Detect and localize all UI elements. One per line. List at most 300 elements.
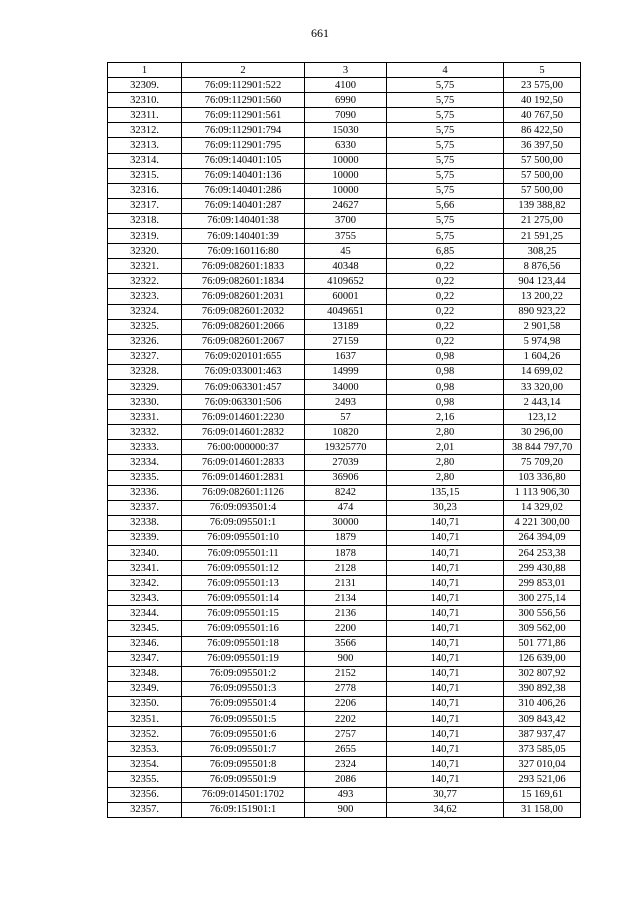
area-cell: 900 [305,651,387,666]
total-value-cell: 390 892,38 [504,681,581,696]
table-row [108,606,581,621]
row-index-cell: 32345. [108,621,182,636]
table-row [108,153,581,168]
row-index-cell: 32347. [108,651,182,666]
total-value-cell: 139 388,82 [504,198,581,213]
cadastral-number-cell: 76:09:014601:2230 [182,410,305,425]
table-row [108,349,581,364]
cadastral-number-cell: 76:09:095501:10 [182,530,305,545]
cadastral-number-cell: 76:09:095501:4 [182,696,305,711]
cadastral-number-cell: 76:09:082601:1126 [182,485,305,500]
row-index-cell: 32334. [108,455,182,470]
row-index-cell: 32318. [108,213,182,228]
rate-cell: 140,71 [387,666,504,681]
total-value-cell: 57 500,00 [504,153,581,168]
area-cell: 10000 [305,183,387,198]
rate-cell: 0,22 [387,319,504,334]
row-index-cell: 32351. [108,712,182,727]
row-index-cell: 32349. [108,681,182,696]
total-value-cell: 299 430,88 [504,561,581,576]
total-value-cell: 264 394,09 [504,530,581,545]
row-index-cell: 32333. [108,440,182,455]
rate-cell: 2,80 [387,425,504,440]
rate-cell: 2,80 [387,470,504,485]
row-index-cell: 32343. [108,591,182,606]
area-cell: 27159 [305,334,387,349]
table-row [108,500,581,515]
rate-cell: 5,75 [387,183,504,198]
rate-cell: 34,62 [387,802,504,817]
total-value-cell: 1 113 906,30 [504,485,581,500]
rate-cell: 140,71 [387,636,504,651]
area-cell: 60001 [305,289,387,304]
area-cell: 2131 [305,576,387,591]
table-row [108,787,581,802]
table-row [108,591,581,606]
total-value-cell: 31 158,00 [504,802,581,817]
rate-cell: 5,75 [387,123,504,138]
row-index-cell: 32340. [108,546,182,561]
total-value-cell: 75 709,20 [504,455,581,470]
table-row [108,681,581,696]
row-index-cell: 32314. [108,153,182,168]
table-row [108,410,581,425]
rate-cell: 140,71 [387,515,504,530]
total-value-cell: 293 521,06 [504,772,581,787]
cadastral-number-cell: 76:09:014601:2831 [182,470,305,485]
area-cell: 15030 [305,123,387,138]
cadastral-number-cell: 76:09:112901:522 [182,78,305,93]
rate-cell: 30,23 [387,500,504,515]
row-index-cell: 32329. [108,379,182,394]
cadastral-number-cell: 76:09:082601:2032 [182,304,305,319]
table-row [108,364,581,379]
table-row [108,198,581,213]
area-cell: 10820 [305,425,387,440]
total-value-cell: 890 923,22 [504,304,581,319]
table-row [108,319,581,334]
area-cell: 2086 [305,772,387,787]
total-value-cell: 30 296,00 [504,425,581,440]
row-index-cell: 32355. [108,772,182,787]
area-cell: 3566 [305,636,387,651]
table-row [108,259,581,274]
table-row [108,274,581,289]
table-row [108,425,581,440]
rate-cell: 140,71 [387,712,504,727]
area-cell: 24627 [305,198,387,213]
cadastral-number-cell: 76:09:112901:795 [182,138,305,153]
area-cell: 4049651 [305,304,387,319]
row-index-cell: 32309. [108,78,182,93]
area-cell: 13189 [305,319,387,334]
area-cell: 493 [305,787,387,802]
rate-cell: 140,71 [387,651,504,666]
row-index-cell: 32324. [108,304,182,319]
row-index-cell: 32319. [108,229,182,244]
rate-cell: 0,22 [387,289,504,304]
area-cell: 3700 [305,213,387,228]
row-index-cell: 32337. [108,500,182,515]
rate-cell: 140,71 [387,606,504,621]
rate-cell: 5,75 [387,153,504,168]
cadastral-number-cell: 76:09:082601:1834 [182,274,305,289]
rate-cell: 140,71 [387,621,504,636]
row-index-cell: 32328. [108,364,182,379]
table-row [108,93,581,108]
table-row [108,289,581,304]
rate-cell: 5,75 [387,108,504,123]
row-index-cell: 32344. [108,606,182,621]
rate-cell: 30,77 [387,787,504,802]
table-row [108,742,581,757]
total-value-cell: 23 575,00 [504,78,581,93]
cadastral-number-cell: 76:00:000000:37 [182,440,305,455]
area-cell: 10000 [305,153,387,168]
row-index-cell: 32311. [108,108,182,123]
rate-cell: 0,22 [387,274,504,289]
row-index-cell: 32352. [108,727,182,742]
cadastral-number-cell: 76:09:095501:13 [182,576,305,591]
row-index-cell: 32348. [108,666,182,681]
area-cell: 1637 [305,349,387,364]
rate-cell: 0,98 [387,364,504,379]
cadastral-number-cell: 76:09:140401:287 [182,198,305,213]
total-value-cell: 14 699,02 [504,364,581,379]
area-cell: 2493 [305,395,387,410]
total-value-cell: 309 562,00 [504,621,581,636]
total-value-cell: 904 123,44 [504,274,581,289]
total-value-cell: 327 010,04 [504,757,581,772]
cadastral-number-cell: 76:09:095501:11 [182,546,305,561]
area-cell: 8242 [305,485,387,500]
cadastral-number-cell: 76:09:063301:457 [182,379,305,394]
row-index-cell: 32330. [108,395,182,410]
cadastral-number-cell: 76:09:112901:560 [182,93,305,108]
column-header: 5 [504,63,581,78]
area-cell: 2136 [305,606,387,621]
table-row [108,772,581,787]
rate-cell: 140,71 [387,772,504,787]
area-cell: 19325770 [305,440,387,455]
area-cell: 2152 [305,666,387,681]
total-value-cell: 13 200,22 [504,289,581,304]
rate-cell: 140,71 [387,546,504,561]
column-header: 2 [182,63,305,78]
rate-cell: 2,16 [387,410,504,425]
table-row [108,561,581,576]
rate-cell: 5,66 [387,198,504,213]
total-value-cell: 57 500,00 [504,168,581,183]
table-row [108,244,581,259]
total-value-cell: 2 901,58 [504,319,581,334]
row-index-cell: 32342. [108,576,182,591]
total-value-cell: 15 169,61 [504,787,581,802]
table-row [108,213,581,228]
row-index-cell: 32332. [108,425,182,440]
total-value-cell: 14 329,02 [504,500,581,515]
area-cell: 1878 [305,546,387,561]
area-cell: 40348 [305,259,387,274]
cadastral-number-cell: 76:09:160116:80 [182,244,305,259]
total-value-cell: 57 500,00 [504,183,581,198]
row-index-cell: 32346. [108,636,182,651]
table-row [108,696,581,711]
table-row [108,304,581,319]
total-value-cell: 299 853,01 [504,576,581,591]
cadastral-number-cell: 76:09:082601:2031 [182,289,305,304]
table-row [108,636,581,651]
cadastral-number-cell: 76:09:140401:136 [182,168,305,183]
row-index-cell: 32335. [108,470,182,485]
table-row [108,576,581,591]
cadastral-number-cell: 76:09:140401:286 [182,183,305,198]
rate-cell: 5,75 [387,168,504,183]
row-index-cell: 32336. [108,485,182,500]
area-cell: 34000 [305,379,387,394]
cadastral-number-cell: 76:09:095501:6 [182,727,305,742]
total-value-cell: 308,25 [504,244,581,259]
rate-cell: 2,80 [387,455,504,470]
row-index-cell: 32339. [108,530,182,545]
total-value-cell: 1 604,26 [504,349,581,364]
cadastral-number-cell: 76:09:020101:655 [182,349,305,364]
rate-cell: 6,85 [387,244,504,259]
cadastral-number-cell: 76:09:095501:3 [182,681,305,696]
cadastral-number-cell: 76:09:095501:7 [182,742,305,757]
cadastral-number-cell: 76:09:151901:1 [182,802,305,817]
total-value-cell: 300 556,56 [504,606,581,621]
rate-cell: 0,22 [387,259,504,274]
row-index-cell: 32320. [108,244,182,259]
total-value-cell: 103 336,80 [504,470,581,485]
total-value-cell: 8 876,56 [504,259,581,274]
total-value-cell: 501 771,86 [504,636,581,651]
area-cell: 4100 [305,78,387,93]
row-index-cell: 32315. [108,168,182,183]
rate-cell: 140,71 [387,742,504,757]
table-row [108,395,581,410]
cadastral-number-cell: 76:09:095501:8 [182,757,305,772]
cadastral-number-cell: 76:09:140401:105 [182,153,305,168]
cadastral-number-cell: 76:09:112901:561 [182,108,305,123]
cadastral-number-cell: 76:09:093501:4 [182,500,305,515]
column-header: 1 [108,63,182,78]
total-value-cell: 86 422,50 [504,123,581,138]
row-index-cell: 32327. [108,349,182,364]
area-cell: 2200 [305,621,387,636]
table-row [108,123,581,138]
rate-cell: 140,71 [387,530,504,545]
rate-cell: 5,75 [387,213,504,228]
cadastral-number-cell: 76:09:033001:463 [182,364,305,379]
total-value-cell: 302 807,92 [504,666,581,681]
table-row [108,666,581,681]
cadastral-number-cell: 76:09:095501:1 [182,515,305,530]
column-header: 4 [387,63,504,78]
total-value-cell: 123,12 [504,410,581,425]
row-index-cell: 32341. [108,561,182,576]
row-index-cell: 32310. [108,93,182,108]
total-value-cell: 40 767,50 [504,108,581,123]
rate-cell: 0,98 [387,349,504,364]
row-index-cell: 32312. [108,123,182,138]
cadastral-number-cell: 76:09:095501:14 [182,591,305,606]
cadastral-number-cell: 76:09:095501:19 [182,651,305,666]
cadastral-number-cell: 76:09:140401:39 [182,229,305,244]
cadastral-number-cell: 76:09:140401:38 [182,213,305,228]
cadastral-number-cell: 76:09:095501:9 [182,772,305,787]
area-cell: 2324 [305,757,387,772]
row-index-cell: 32357. [108,802,182,817]
row-index-cell: 32338. [108,515,182,530]
area-cell: 2134 [305,591,387,606]
table-row [108,802,581,817]
table-row [108,108,581,123]
table-row [108,757,581,772]
area-cell: 474 [305,500,387,515]
table-row [108,485,581,500]
total-value-cell: 33 320,00 [504,379,581,394]
cadastral-number-cell: 76:09:095501:18 [182,636,305,651]
row-index-cell: 32326. [108,334,182,349]
table-row [108,546,581,561]
table-row [108,334,581,349]
row-index-cell: 32313. [108,138,182,153]
area-cell: 4109652 [305,274,387,289]
area-cell: 27039 [305,455,387,470]
rate-cell: 140,71 [387,696,504,711]
area-cell: 2778 [305,681,387,696]
cadastral-number-cell: 76:09:112901:794 [182,123,305,138]
rate-cell: 2,01 [387,440,504,455]
table-row [108,440,581,455]
table-row [108,727,581,742]
rate-cell: 0,22 [387,304,504,319]
cadastral-number-cell: 76:09:014601:2832 [182,425,305,440]
rate-cell: 140,71 [387,727,504,742]
total-value-cell: 264 253,38 [504,546,581,561]
total-value-cell: 310 406,26 [504,696,581,711]
area-cell: 2128 [305,561,387,576]
row-index-cell: 32354. [108,757,182,772]
area-cell: 30000 [305,515,387,530]
row-index-cell: 32353. [108,742,182,757]
table-row [108,168,581,183]
rate-cell: 140,71 [387,591,504,606]
cadastral-number-cell: 76:09:095501:12 [182,561,305,576]
total-value-cell: 387 937,47 [504,727,581,742]
column-header: 3 [305,63,387,78]
table-row [108,229,581,244]
table-row [108,515,581,530]
rate-cell: 5,75 [387,229,504,244]
cadastral-number-cell: 76:09:095501:2 [182,666,305,681]
area-cell: 1879 [305,530,387,545]
total-value-cell: 38 844 797,70 [504,440,581,455]
rate-cell: 140,71 [387,561,504,576]
area-cell: 6990 [305,93,387,108]
total-value-cell: 126 639,00 [504,651,581,666]
cadastral-number-cell: 76:09:063301:506 [182,395,305,410]
area-cell: 6330 [305,138,387,153]
cadastral-number-cell: 76:09:014601:2833 [182,455,305,470]
total-value-cell: 21 591,25 [504,229,581,244]
row-index-cell: 32317. [108,198,182,213]
table-row [108,712,581,727]
total-value-cell: 21 275,00 [504,213,581,228]
area-cell: 14999 [305,364,387,379]
area-cell: 57 [305,410,387,425]
table-row [108,379,581,394]
table-row [108,138,581,153]
area-cell: 2757 [305,727,387,742]
rate-cell: 0,22 [387,334,504,349]
page-number: 661 [311,26,329,40]
total-value-cell: 309 843,42 [504,712,581,727]
area-cell: 2655 [305,742,387,757]
table-body [108,78,581,818]
rate-cell: 140,71 [387,757,504,772]
area-cell: 2202 [305,712,387,727]
row-index-cell: 32321. [108,259,182,274]
row-index-cell: 32331. [108,410,182,425]
rate-cell: 5,75 [387,138,504,153]
cadastral-number-cell: 76:09:014501:1702 [182,787,305,802]
rate-cell: 5,75 [387,93,504,108]
total-value-cell: 373 585,05 [504,742,581,757]
rate-cell: 140,71 [387,576,504,591]
table-row [108,530,581,545]
column-number-header-row [108,63,581,78]
land-registry-table [107,62,581,818]
total-value-cell: 300 275,14 [504,591,581,606]
area-cell: 900 [305,802,387,817]
area-cell: 36906 [305,470,387,485]
total-value-cell: 2 443,14 [504,395,581,410]
area-cell: 7090 [305,108,387,123]
cadastral-number-cell: 76:09:095501:15 [182,606,305,621]
row-index-cell: 32325. [108,319,182,334]
total-value-cell: 36 397,50 [504,138,581,153]
cadastral-number-cell: 76:09:082601:2066 [182,319,305,334]
row-index-cell: 32323. [108,289,182,304]
rate-cell: 135,15 [387,485,504,500]
rate-cell: 140,71 [387,681,504,696]
table-row [108,183,581,198]
rate-cell: 0,98 [387,379,504,394]
table-row [108,470,581,485]
table-row [108,455,581,470]
total-value-cell: 5 974,98 [504,334,581,349]
table-row [108,78,581,93]
area-cell: 45 [305,244,387,259]
table-row [108,651,581,666]
area-cell: 10000 [305,168,387,183]
cadastral-number-cell: 76:09:095501:5 [182,712,305,727]
cadastral-number-cell: 76:09:095501:16 [182,621,305,636]
table-row [108,621,581,636]
cadastral-number-cell: 76:09:082601:1833 [182,259,305,274]
total-value-cell: 40 192,50 [504,93,581,108]
rate-cell: 5,75 [387,78,504,93]
total-value-cell: 4 221 300,00 [504,515,581,530]
row-index-cell: 32350. [108,696,182,711]
row-index-cell: 32322. [108,274,182,289]
area-cell: 2206 [305,696,387,711]
row-index-cell: 32356. [108,787,182,802]
cadastral-number-cell: 76:09:082601:2067 [182,334,305,349]
